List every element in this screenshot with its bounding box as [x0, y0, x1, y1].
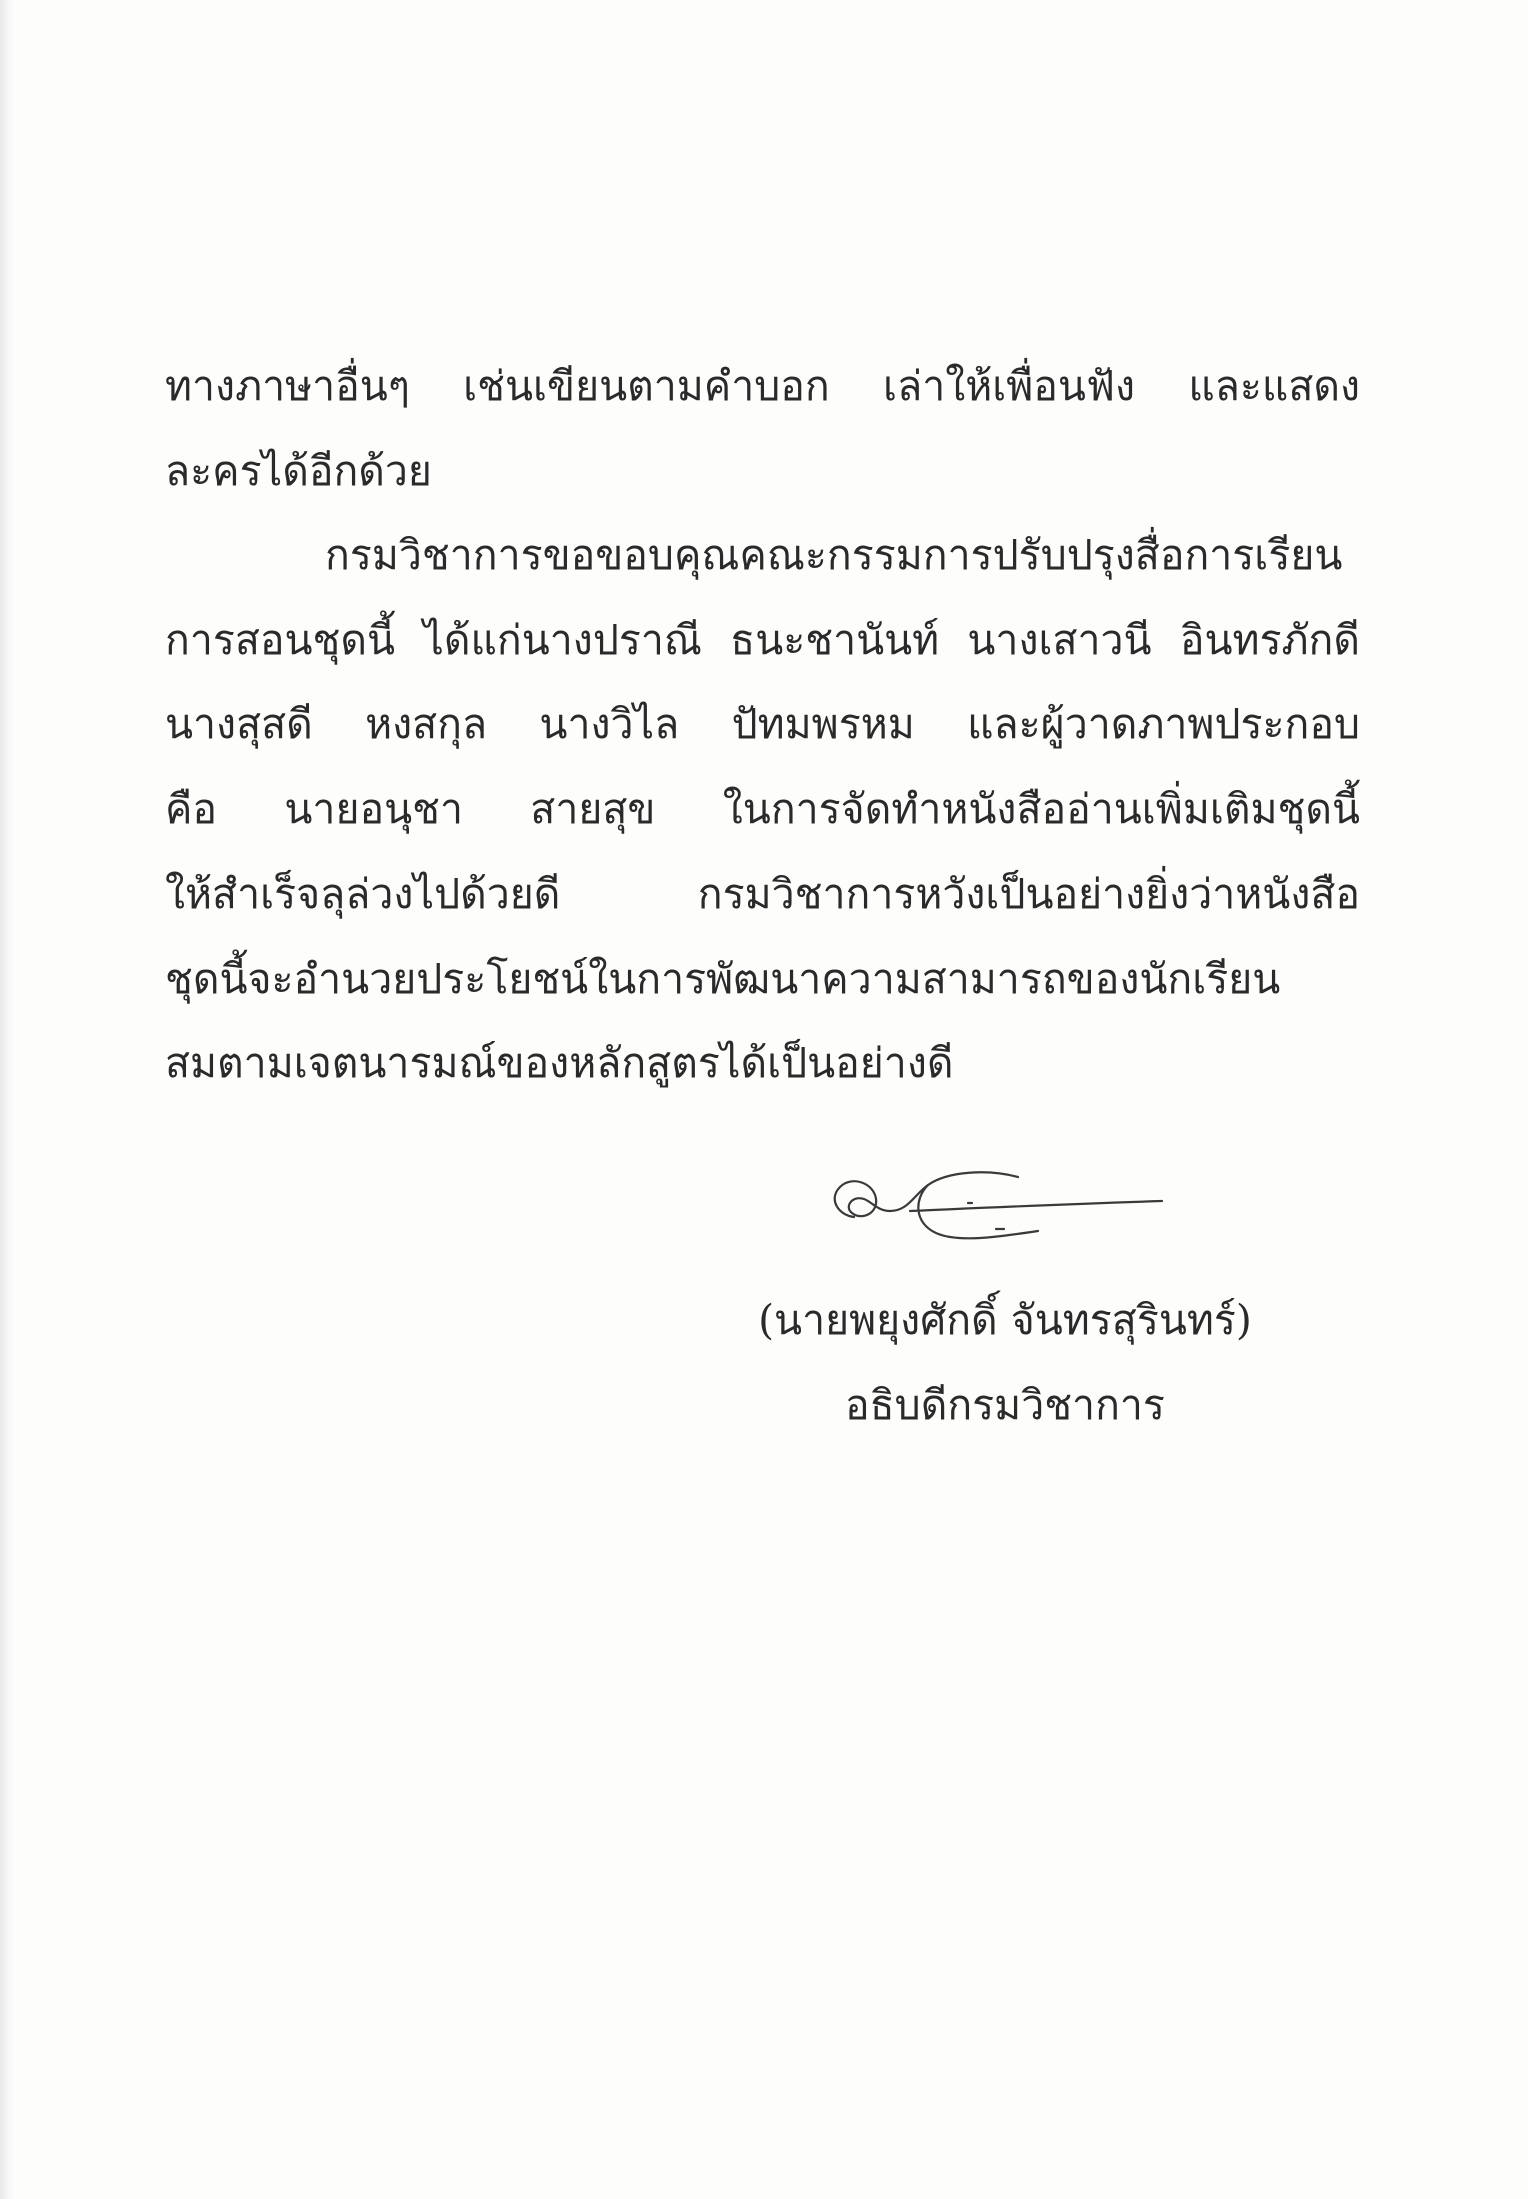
- text-line: ทางภาษาอื่นๆ เช่นเขียนตามคำบอก เล่าให้เพื่อนฟัง และแสดง: [165, 362, 1360, 410]
- text-line: ชุดนี้จะอำนวยประโยชน์ในการพัฒนาความสามารถของนักเรียน: [165, 955, 1281, 1003]
- text-line: คือ นายอนุชา สายสุข ในการจัดทำหนังสืออ่านเพิ่มเติมชุดนี้: [165, 785, 1360, 833]
- text-line: นางสุสดี หงสกุล นางวิไล ปัทมพรหม และผู้วาดภาพประกอบ: [165, 700, 1360, 748]
- text-line: สมตามเจตนารมณ์ของหลักสูตรได้เป็นอย่างดี: [165, 1039, 954, 1087]
- text-line: ให้สำเร็จลุล่วงไปด้วยดี กรมวิชาการหวังเป็นอย่างยิ่งว่าหนังสือ: [165, 870, 1360, 918]
- signatory-name: (นายพยุงศักดิ์ จันทรสุรินทร์): [758, 1296, 1252, 1344]
- text-line: กรมวิชาการขอขอบคุณคณะกรรมการปรับปรุงสื่อการเรียน: [325, 531, 1343, 579]
- text-line: ละครได้อีกด้วย: [165, 447, 432, 495]
- signatory-title: อธิบดีกรมวิชาการ: [845, 1381, 1165, 1429]
- text-line: การสอนชุดนี้ ได้แก่นางปราณี ธนะชานันท์ นางเสาวนี อินทรภักดี: [165, 616, 1360, 664]
- handwritten-signature: [818, 1155, 1178, 1265]
